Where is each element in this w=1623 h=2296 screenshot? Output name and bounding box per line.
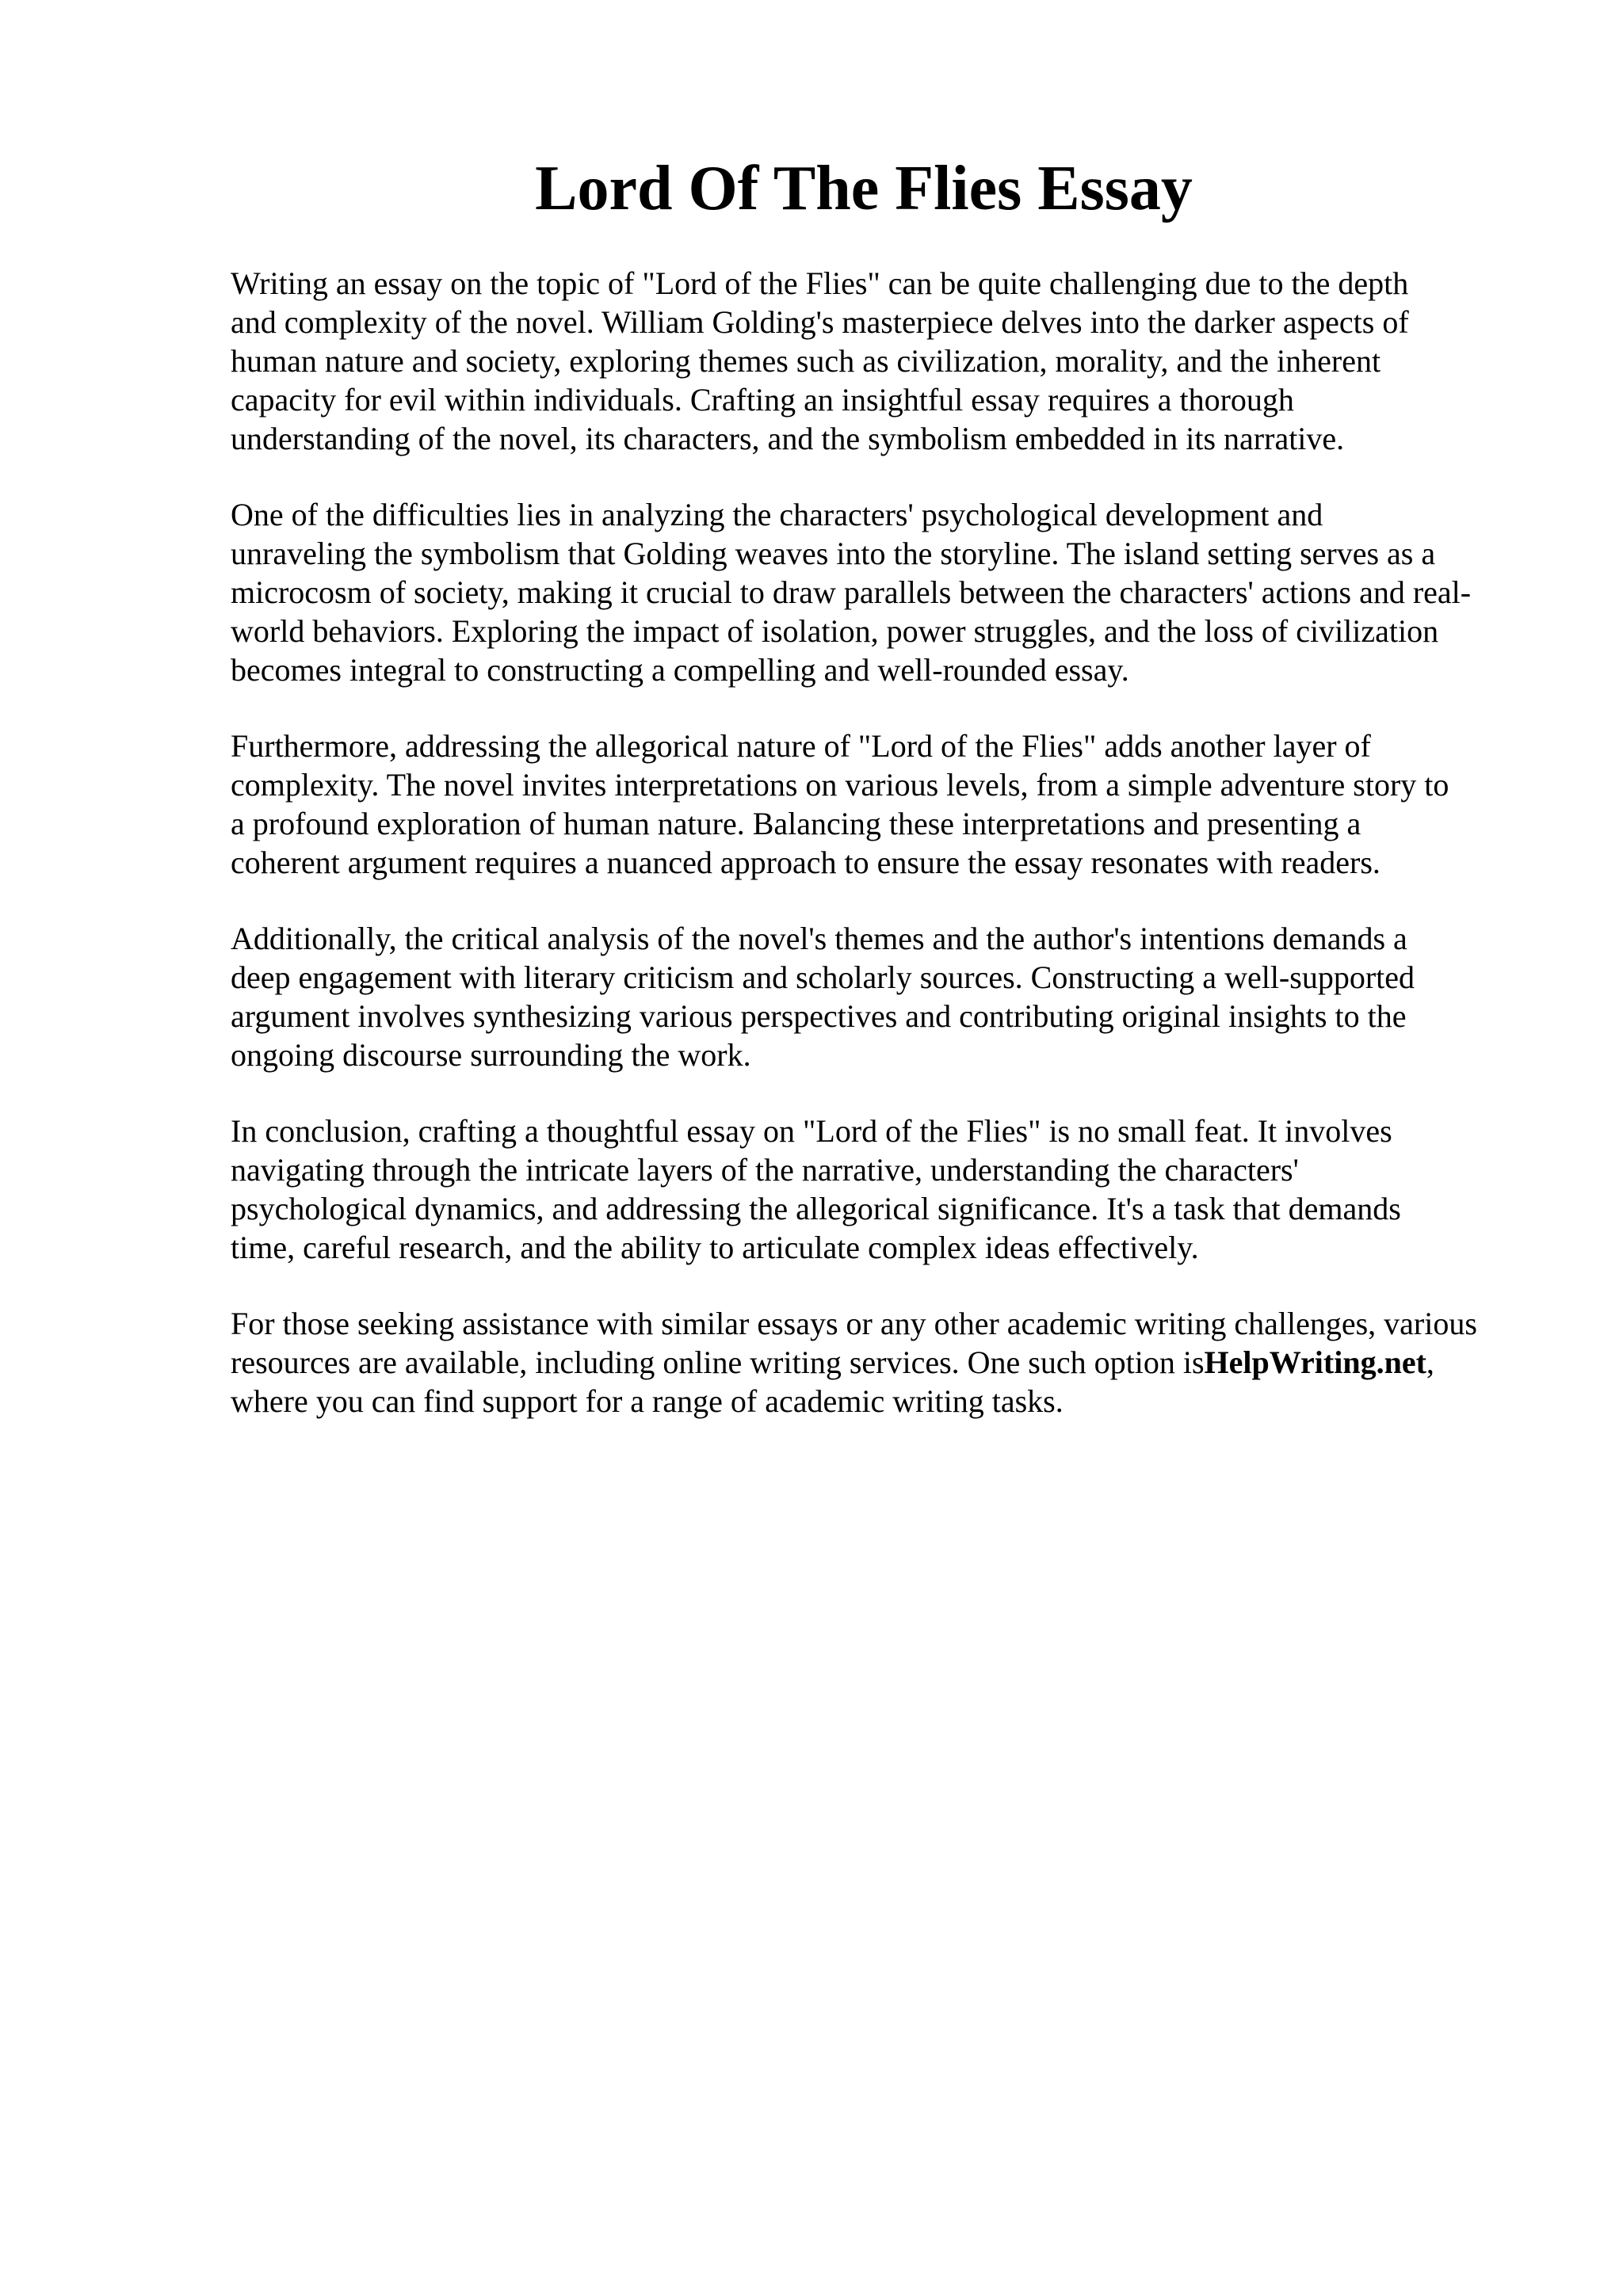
helpwriting-link[interactable]: HelpWriting.net	[1204, 1344, 1426, 1380]
paragraph-line: coherent argument requires a nuanced approach to ensure the essay resonates with readers.	[231, 845, 1381, 880]
paragraph-line: microcosm of society, making it crucial to draw parallels between the characters' actions and real-	[231, 574, 1472, 610]
paragraph-line: becomes integral to constructing a compelling and well-rounded essay.	[231, 652, 1129, 688]
paragraph-line: understanding of the novel, its characters, and the symbolism embedded in its narrative.	[231, 421, 1345, 456]
paragraph-line: world behaviors. Exploring the impact of isolation, power struggles, and the loss of civilization	[231, 613, 1439, 649]
paragraph-line: navigating through the intricate layers of the narrative, understanding the characters'	[231, 1152, 1299, 1188]
paragraph-line: For those seeking assistance with similar essays or any other academic writing challenges, various	[231, 1306, 1477, 1341]
closing-punctuation: ,	[1426, 1344, 1434, 1380]
paragraph-closing	[231, 1304, 1530, 1421]
paragraph-line: Additionally, the critical analysis of the novel's themes and the author's intentions demands a	[231, 921, 1407, 956]
paragraph-line: One of the difficulties lies in analyzing the characters' psychological development and	[231, 497, 1323, 532]
paragraph-5	[231, 1112, 1530, 1267]
paragraph-line: argument involves synthesizing various perspectives and contributing original insights to the	[231, 998, 1407, 1034]
paragraph-line: human nature and society, exploring themes such as civilization, morality, and the inherent	[231, 343, 1381, 379]
paragraph-line: Furthermore, addressing the allegorical nature of "Lord of the Flies" adds another layer of	[231, 728, 1371, 764]
paragraph-line: psychological dynamics, and addressing the allegorical significance. It's a task that demands	[231, 1191, 1401, 1226]
paragraph-line: Writing an essay on the topic of "Lord of the Flies" can be quite challenging due to the depth	[231, 265, 1409, 301]
paragraph-line	[231, 1343, 1530, 1382]
closing-text: resources are available, including online writing services. One such option is	[231, 1344, 1205, 1380]
paragraph-line: complexity. The novel invites interpretations on various levels, from a simple adventure story to	[231, 767, 1449, 803]
paragraph-line: where you can find support for a range of academic writing tasks.	[231, 1383, 1064, 1419]
page-title: Lord Of The Flies Essay	[535, 154, 1193, 223]
paragraph-line: In conclusion, crafting a thoughtful essay on "Lord of the Flies" is no small feat. It involves	[231, 1113, 1392, 1149]
paragraph-1	[231, 264, 1530, 458]
paragraph-line: capacity for evil within individuals. Crafting an insightful essay requires a thorough	[231, 382, 1294, 418]
paragraph-line: ongoing discourse surrounding the work.	[231, 1037, 751, 1073]
essay-body	[231, 264, 1530, 1458]
paragraph-line: and complexity of the novel. William Golding's masterpiece delves into the darker aspects of	[231, 304, 1409, 340]
paragraph-3	[231, 727, 1530, 882]
paragraph-line: time, careful research, and the ability to articulate complex ideas effectively.	[231, 1230, 1199, 1265]
paragraph-2	[231, 495, 1530, 689]
paragraph-4	[231, 919, 1530, 1074]
paragraph-line: a profound exploration of human nature. Balancing these interpretations and presenting a	[231, 806, 1361, 841]
paragraph-line: deep engagement with literary criticism and scholarly sources. Constructing a well-supported	[231, 959, 1415, 995]
paragraph-line: unraveling the symbolism that Golding weaves into the storyline. The island setting serves as a	[231, 536, 1436, 571]
